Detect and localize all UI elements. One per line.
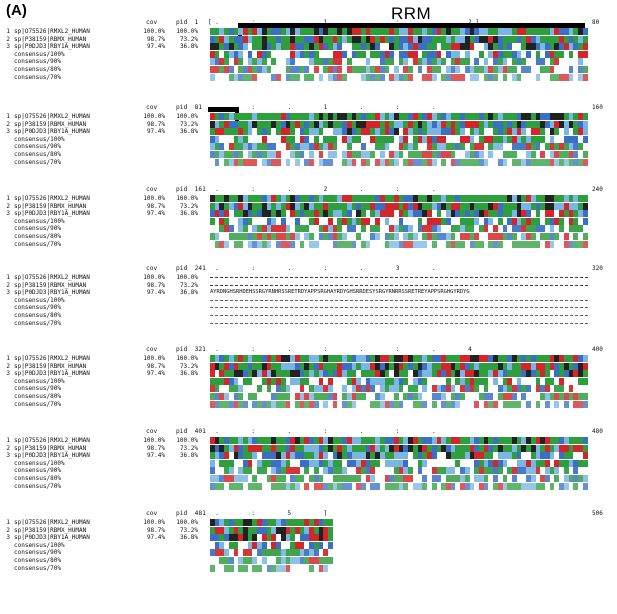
- consensus-cells: [210, 323, 588, 327]
- sequence-cells: [210, 195, 588, 202]
- block-end-position: 400: [592, 346, 603, 353]
- sequence-cells: AYRDNGHSRHDEHSSRGYRNHRSSRETRDYAPPSRGHAYRDYGHSRRDESYSRGYRNRRSSRETREYAPPSRGHGYRDYG: [210, 289, 470, 296]
- pid-header: pid 401: [176, 428, 206, 435]
- cov-header: cov: [146, 510, 158, 517]
- sequence-cells: [210, 113, 588, 120]
- sequence-cells: [210, 355, 588, 362]
- consensus-cells: [210, 51, 588, 58]
- sequence-cells: [210, 445, 588, 452]
- cov-header: cov: [146, 346, 158, 353]
- position-ruler: [ . : . 1 . : . 2 ]: [208, 19, 479, 26]
- consensus-cells: [210, 460, 588, 467]
- sequence-cells: [210, 43, 588, 50]
- sequence-cells: [210, 370, 588, 377]
- block-end-position: 240: [592, 186, 603, 193]
- consensus-cells: [210, 393, 588, 400]
- position-ruler: . : . 2 . : .: [208, 186, 469, 193]
- sequence-cells: [210, 452, 588, 459]
- consensus-cells: [210, 66, 588, 73]
- consensus-cells: [210, 307, 588, 311]
- consensus-cells: [210, 557, 588, 564]
- consensus-cells: [210, 549, 588, 556]
- sequence-cells: [210, 28, 588, 35]
- pid-header: pid 481: [176, 510, 206, 517]
- consensus-cells: [210, 218, 588, 225]
- sequence-cells: [210, 121, 588, 128]
- cov-header: cov: [146, 265, 158, 272]
- position-ruler: . : 5 ]: [208, 510, 328, 517]
- consensus-cells: [210, 483, 588, 490]
- pid-header: pid 241: [176, 265, 206, 272]
- sequence-cells: [210, 210, 588, 217]
- pid-header: pid 161: [176, 186, 206, 193]
- cov-header: cov: [146, 104, 158, 111]
- consensus-cells: [210, 300, 588, 304]
- sequence-cells: [210, 534, 588, 541]
- position-ruler: . : . : . : .: [208, 428, 469, 435]
- sequence-cells: [210, 285, 588, 289]
- pid-header: pid 321: [176, 346, 206, 353]
- consensus-cells: [210, 233, 588, 240]
- sequence-cells: [210, 36, 588, 43]
- consensus-cells: [210, 401, 588, 408]
- consensus-cells: [210, 58, 588, 65]
- consensus-cells: [210, 315, 588, 319]
- rrm-domain-label: RRM: [391, 4, 432, 23]
- cov-header: cov: [146, 186, 158, 193]
- consensus-cells: [210, 136, 588, 143]
- panel-label: (A): [6, 2, 27, 19]
- sequence-cells: [210, 527, 588, 534]
- consensus-cells: [210, 378, 588, 385]
- cov-header: cov: [146, 19, 158, 26]
- consensus-cells: [210, 225, 588, 232]
- consensus-cells: [210, 467, 588, 474]
- consensus-cells: [210, 151, 588, 158]
- position-ruler: . : . : . : . 4: [208, 346, 472, 353]
- block-end-position: 80: [592, 19, 600, 26]
- consensus-cells: [210, 542, 588, 549]
- sequence-cells: [210, 437, 588, 444]
- cov-header: cov: [146, 428, 158, 435]
- sequence-cells: [210, 277, 588, 281]
- consensus-cells: [210, 565, 588, 572]
- consensus-cells: [210, 143, 588, 150]
- consensus-cells: [210, 475, 588, 482]
- position-ruler: . : . 1 . : .: [208, 104, 469, 111]
- block-end-position: 320: [592, 265, 603, 272]
- block-end-position: 480: [592, 428, 603, 435]
- consensus-cells: [210, 159, 588, 166]
- pid-header: pid 1: [176, 19, 199, 26]
- sequence-cells: [210, 203, 588, 210]
- consensus-cells: [210, 385, 588, 392]
- block-end-position: 160: [592, 104, 603, 111]
- block-end-position: 506: [592, 510, 603, 517]
- sequence-cells: [210, 363, 588, 370]
- sequence-cells: [210, 128, 588, 135]
- sequence-cells: [210, 519, 588, 526]
- position-ruler: . : . : . 3 .: [208, 265, 469, 272]
- consensus-cells: [210, 74, 588, 81]
- consensus-cells: [210, 241, 588, 248]
- pid-header: pid 81: [176, 104, 203, 111]
